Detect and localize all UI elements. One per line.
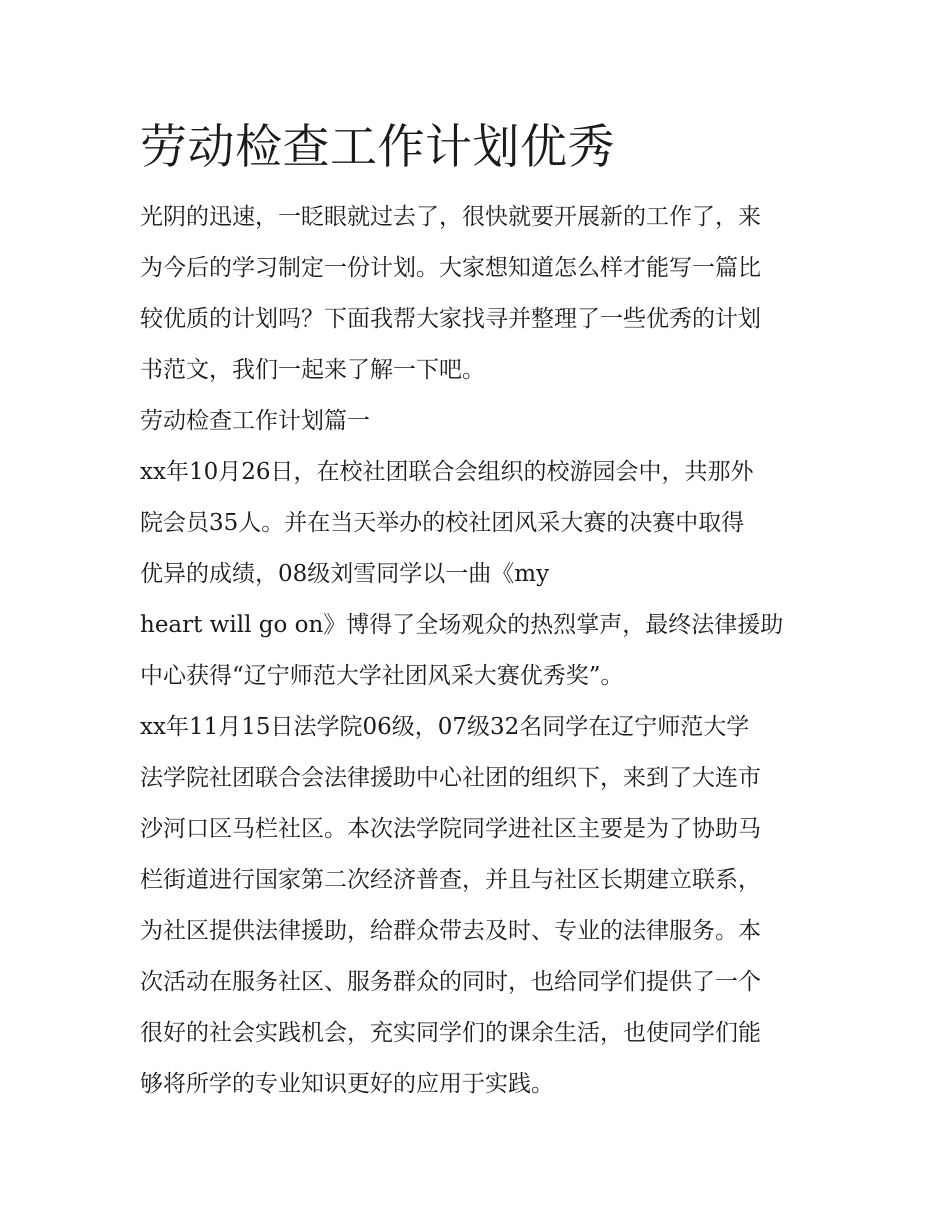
body-line: 为社区提供法律援助，给群众带去及时、专业的法律服务。本	[140, 918, 761, 944]
body-line: xx年10月26日，在校社团联合会组织的校游园会中，共那外	[140, 459, 754, 485]
body-line: 次活动在服务社区、服务群众的同时，也给同学们提供了一个	[140, 969, 761, 995]
body-line: 沙河口区马栏社区。本次法学院同学进社区主要是为了协助马	[140, 816, 761, 842]
body-line: 栏街道进行国家第二次经济普查，并且与社区长期建立联系，	[140, 867, 761, 893]
body-line: 很好的社会实践机会，充实同学们的课余生活，也使同学们能	[140, 1020, 761, 1046]
document-body	[140, 192, 812, 1110]
section-heading: 劳动检查工作计划篇一	[140, 408, 370, 434]
body-line: 院会员35人。并在当天举办的校社团风采大赛的决赛中取得	[140, 510, 745, 536]
body-line: 中心获得“辽宁师范大学社团风采大赛优秀奖”。	[140, 663, 624, 689]
body-line: 为今后的学习制定一份计划。大家想知道怎么样才能写一篇比	[140, 255, 761, 281]
body-line: 较优质的计划吗？下面我帮大家找寻并整理了一些优秀的计划	[140, 306, 761, 332]
body-line: 够将所学的专业知识更好的应用于实践。	[140, 1071, 554, 1097]
body-line: 优异的成绩，08级刘雪同学以一曲《my	[140, 561, 550, 587]
body-line: heart will go on》博得了全场观众的热烈掌声，最终法律援助	[140, 612, 784, 638]
body-line: xx年11月15日法学院06级，07级32名同学在辽宁师范大学	[140, 714, 750, 740]
body-line: 书范文，我们一起来了解一下吧。	[140, 357, 485, 383]
document-title: 劳动检查工作计划优秀	[140, 120, 615, 175]
body-line: 光阴的迅速，一眨眼就过去了，很快就要开展新的工作了，来	[140, 204, 761, 230]
document-page	[140, 112, 812, 1110]
body-line: 法学院社团联合会法律援助中心社团的组织下，来到了大连市	[140, 765, 761, 791]
